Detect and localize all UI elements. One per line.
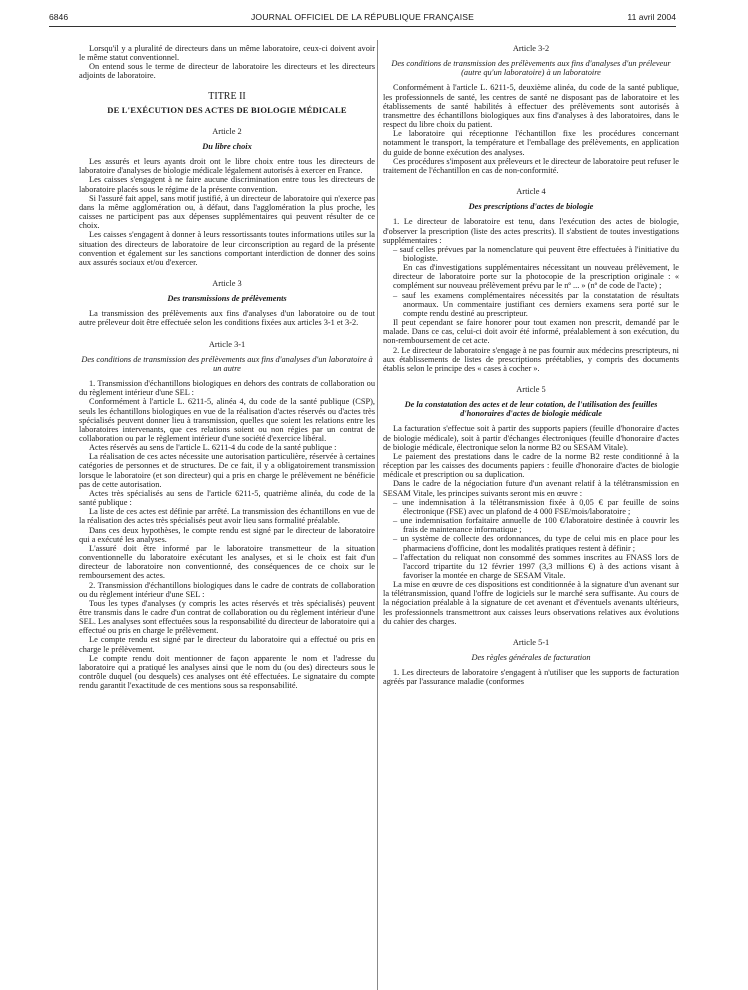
article-4-title: Des prescriptions d'actes de biologie	[468, 202, 594, 212]
list-item: – un système de collecte des ordonnances, du type de celui mis en place pour les pharmaciens d'officine, dont les modalités pratiques restent à définir ;	[393, 534, 679, 553]
article-2-title: Du libre choix	[202, 141, 252, 151]
paragraph: Si l'assuré fait appel, sans motif justifié, à un directeur de laboratoire qui n'exerce pas dans la même agglomération ou, à défaut, dans l'agglomération la plus proche, les caisses ne participent pas aux dépenses supplémentaires qui peuvent résulter de ce choix.	[79, 193, 375, 231]
titre-heading: TITRE II	[208, 90, 246, 102]
article-5-1-title: Des règles générales de facturation	[471, 653, 591, 663]
list-item: – sauf celles prévues par la nomenclature qui peuvent être effectuées à l'initiative du biologiste.	[393, 244, 679, 263]
article-3-title: Des transmissions de prélèvements	[167, 294, 287, 304]
column-divider	[377, 40, 378, 990]
article-3-1-label: Article 3-1	[208, 339, 246, 349]
paragraph: Le compte rendu est signé par le directeur du laboratoire qui a effectué ou pris en charge le prélèvement.	[79, 635, 375, 654]
paragraph: Le compte rendu doit mentionner de façon apparente le nom et l'adresse du laboratoire qui a pratiqué les analyses ainsi que le nom du (ou des) directeurs sous le contrôle duquel (ou desquels) ces analyses ont été effectuées. Le signataire du compte rendu garantit l'exactitude de ces mentions sous sa responsabilité.	[79, 653, 375, 691]
article-3-2-label: Article 3-2	[512, 44, 550, 53]
paragraph: 1. Les directeurs de laboratoire s'engagent à n'utiliser que les supports de facturation agréés par l'assurance maladie (conformes	[383, 668, 679, 687]
paragraph: Conformément à l'article L. 6211-5, alinéa 4, du code de la santé publique (CSP), seuls les échantillons biologiques en vue de la réalisation d'actes réservés ou d'actes très spécialisés peuvent donner lieu à transmission, quelles que soient les relations entre les laboratoires intervenants, que ces relations soient ou non régies par un contrat de collaboration ou par le règlement intérieur d'une société d'exercice libéral.	[79, 397, 375, 443]
paragraph: 1. Le directeur de laboratoire est tenu, dans l'exécution des actes de biologie, d'observer la prescription (liste des actes prescrits). Il s'abstient de toutes investigations supplémentaires :	[383, 217, 679, 245]
issue-date: 11 avril 2004	[627, 12, 676, 22]
paragraph: Le laboratoire qui réceptionne l'échantillon fixe les procédures concernant notamment le transport, la température et l'emballage des prélèvements, en application du guide de bonne exécution des analyses.	[383, 129, 679, 157]
right-column	[383, 44, 679, 687]
paragraph: Il peut cependant se faire honorer pour tout examen non prescrit, demandé par le malade. Dans ce cas, celui-ci doit avoir été informé, préalablement à son exécution, du non-remboursement de cet acte.	[383, 318, 679, 346]
titre-subheading: DE L'EXÉCUTION DES ACTES DE BIOLOGIE MÉDICALE	[107, 104, 347, 115]
article-3-1-title: Des conditions de transmission des prélèvements aux fins d'analyses d'un laboratoire à un autre	[81, 354, 373, 373]
article-3-2-title: Des conditions de transmission des prélèvements aux fins d'analyses d'un préleveur (autre qu'un laboratoire) à un laboratoire	[391, 59, 671, 78]
paragraph: 1. Transmission d'échantillons biologiques en dehors des contrats de collaboration ou du règlement intérieur d'une SEL :	[79, 379, 375, 398]
paragraph: Les caisses s'engagent à ne faire aucune discrimination entre tous les directeurs de laboratoire placés sous le régime de la présente convention.	[79, 175, 375, 194]
paragraph: La liste de ces actes est définie par arrêté. La transmission des échantillons en vue de la réalisation des actes très spécialisés peut avoir lieu sans formalité préalable.	[79, 507, 375, 526]
page-header	[49, 12, 676, 27]
paragraph: La mise en œuvre de ces dispositions est conditionnée à la signature d'un avenant sur la télétransmission, quand l'offre de logiciels sur le marché sera suffisante. Au cours de la négociation préalable à la signature de cet avenant et d'éventuels avenants ultérieurs, les professionnels transmettront aux caisses leurs observations relatives aux évolutions du cahier des charges.	[383, 580, 679, 626]
paragraph: Conformément à l'article L. 6211-5, deuxième alinéa, du code de la santé publique, les professionnels de santé, les centres de santé ne disposant pas de laboratoire et les établissements de santé habilités à effectuer des prélèvements sont autorisés à transmettre des échantillons biologiques aux fins d'analyses à des laboratoires, dans le respect du libre choix du patient.	[383, 83, 679, 130]
paragraph: Les caisses s'engagent à donner à leurs ressortissants toutes informations utiles sur la situation des directeurs de laboratoire de leur circonscription au regard de la présente convention et également sur les sanctions comportant interdiction de donner des soins aux assurés sociaux et/ou d'exercer.	[79, 230, 375, 267]
list-item: – sauf les examens complémentaires nécessités par la constatation de résultats anormaux. Un commentaire justifiant ces derniers examens sera porté sur le compte rendu destiné au prescripteur.	[393, 290, 679, 318]
paragraph: Les assurés et leurs ayants droit ont le libre choix entre tous les directeurs de laboratoire d'analyses de biologie médicale légalement autorisés à exercer en France.	[79, 157, 375, 176]
article-3-label: Article 3	[212, 278, 242, 288]
paragraph: Tous les types d'analyses (y compris les actes réservés et très spécialisés) peuvent être transmis dans le cadre d'un contrat de collaboration ou du règlement intérieur d'une SEL. Les analyses sont effectuées sous la responsabilité du directeur de laboratoire qui a effectué ou pris en charge le prélèvement.	[79, 598, 375, 636]
left-column	[79, 44, 375, 690]
article-5-label: Article 5	[516, 385, 546, 394]
paragraph: En cas d'investigations supplémentaires nécessitant un nouveau prélèvement, le directeur de laboratoire porte sur la photocopie de la prescription originale : « complément sur nouveau prélèvement prévu par le nº ... » (nº de code de l'acte) ;	[393, 263, 679, 291]
paragraph: L'assuré doit être informé par le laboratoire transmetteur de la situation conventionnelle du laboratoire exécutant les analyses, et si le choix est fait d'un directeur de laboratoire non conventionné, des conséquences de ce choix sur le remboursement des actes.	[79, 543, 375, 581]
list-item: – l'affectation du reliquat non consommé des sommes inscrites au FNASS lors de l'accord tripartite du 12 février 1997 (3,3 millions €) à des actions visant à favoriser la montée en charge de SESAM Vitale.	[393, 552, 679, 580]
paragraph: 2. Transmission d'échantillons biologiques dans le cadre de contrats de collaboration ou du règlement intérieur d'une SEL :	[79, 580, 375, 599]
list-item: – une indemnisation forfaitaire annuelle de 100 €/laboratoire destinée à couvrir les frais de maintenance informatique ;	[393, 516, 679, 535]
paragraph: Actes réservés au sens de l'article L. 6211-4 du code de la santé publique :	[89, 443, 337, 453]
article-5-1-label: Article 5-1	[512, 637, 550, 647]
paragraph: La réalisation de ces actes nécessite une autorisation particulière, réservée à certaines catégories de personnes et de structures. De ce fait, il y a obligatoirement transmission lorsque le laboratoire (et son directeur) qui a pris en charge le prélèvement ne bénéficie pas de cette autorisation.	[79, 452, 375, 489]
paragraph: Lorsqu'il y a pluralité de directeurs dans un même laboratoire, ceux-ci doivent avoir le même statut conventionnel.	[79, 44, 375, 63]
paragraph: Dans ces deux hypothèses, le compte rendu est signé par le directeur de laboratoire qui a exécuté les analyses.	[79, 525, 375, 544]
article-2-label: Article 2	[212, 126, 242, 136]
article-4-label: Article 4	[516, 187, 546, 197]
paragraph: Le paiement des prestations dans le cadre de la norme B2 reste conditionné à la réception par les caisses des documents papiers : feuille d'honoraire d'actes de biologie médicale et prescription ou sa duplication.	[383, 451, 679, 480]
list-item: – une indemnisation à la télétransmission fixée à 0,05 € par feuille de soins électronique (FSE) avec un plafond de 4 000 FSE/mois/laboratoire ;	[393, 497, 679, 516]
page-number: 6846	[49, 12, 69, 22]
paragraph: On entend sous le terme de directeur de laboratoire les directeurs et les directeurs adjoints de laboratoire.	[79, 62, 375, 81]
journal-title: JOURNAL OFFICIEL DE LA RÉPUBLIQUE FRANÇAISE	[250, 12, 475, 22]
paragraph: Actes très spécialisés au sens de l'article 6211-5, quatrième alinéa, du code de la santé publique :	[79, 488, 375, 508]
paragraph: Dans le cadre de la négociation future d'un avenant relatif à la télétransmission en SESAM Vitale, les principes suivants seront mis en œuvre :	[383, 479, 679, 498]
article-5-title: De la constatation des actes et de leur cotation, de l'utilisation des feuilles d'honoraires d'actes de biologie médicale	[404, 400, 658, 419]
paragraph: La facturation s'effectue soit à partir des supports papiers (feuille d'honoraire d'actes de biologie médicale), soit à partir d'échanges électroniques (feuille d'honoraire d'actes de biologie médicale, électronique selon la norme B2 ou SESAM Vitale).	[383, 424, 679, 452]
paragraph: La transmission des prélèvements aux fins d'analyses d'un laboratoire ou de tout autre préleveur doit être effectuée selon les conditions fixées aux articles 3-1 et 3-2.	[79, 309, 375, 328]
paragraph: Ces procédures s'imposent aux préleveurs et le directeur de laboratoire peut refuser le traitement de l'échantillon en cas de non-conformité.	[383, 156, 679, 175]
paragraph: 2. Le directeur de laboratoire s'engage à ne pas fournir aux médecins prescripteurs, ni aux établissements de listes de prescriptions préétablies, y compris des documents établis selon le principe des « cases à cocher ».	[383, 345, 679, 373]
